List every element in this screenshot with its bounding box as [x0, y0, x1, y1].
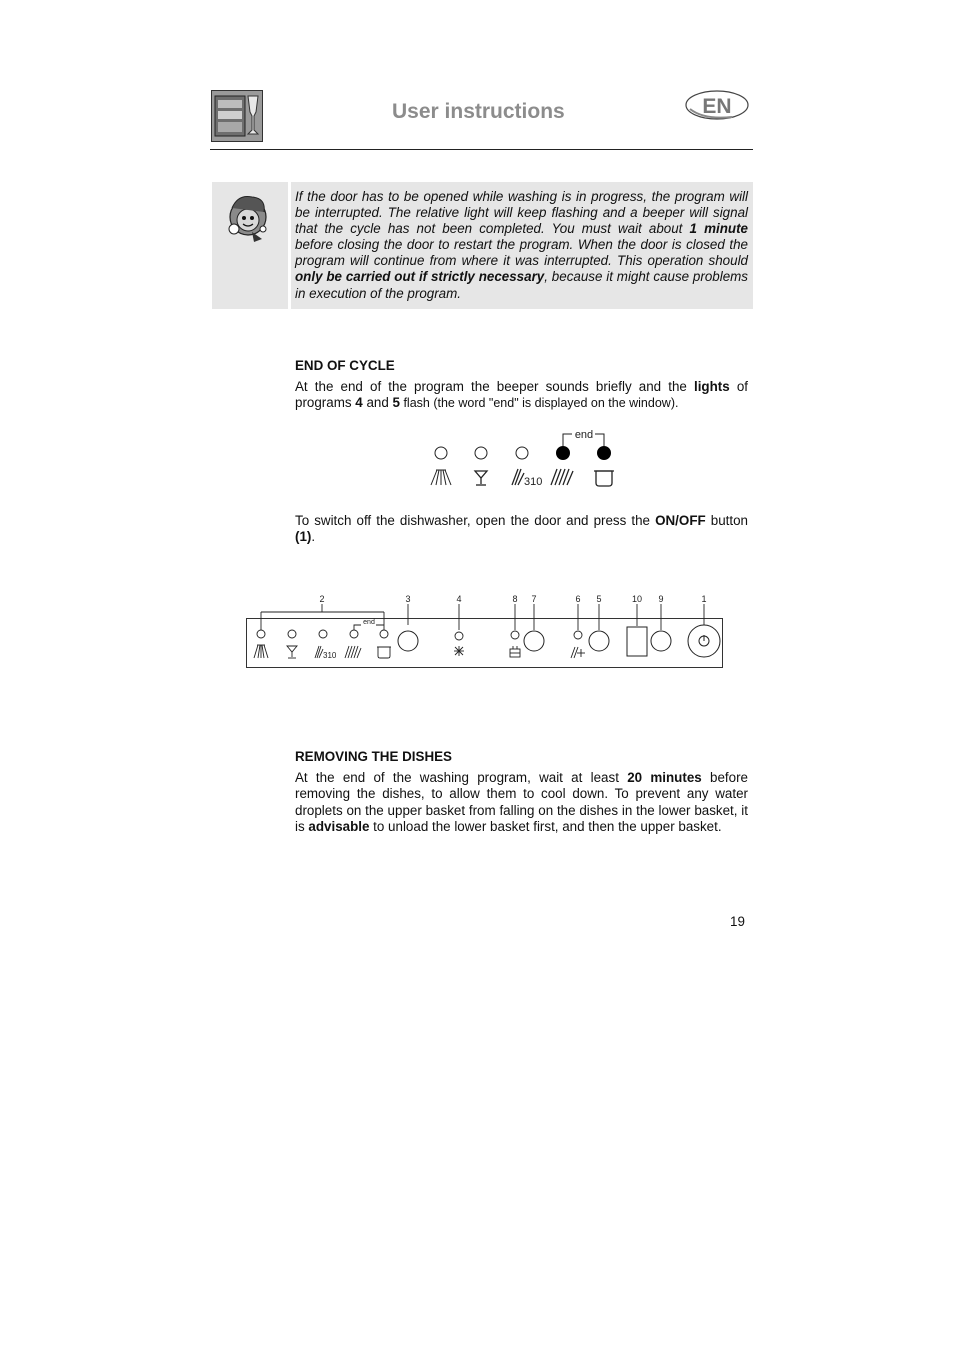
note-text-1: If the door has to be opened while washing is in progress, the program will be interrupted. The relative light will keep flashing and a beeper will signal that the cycle has not been completed. You must wait about: [295, 189, 748, 237]
eco-program-icon: [512, 469, 542, 488]
end-of-cycle-paragraph: [295, 379, 748, 412]
end-label: end: [574, 429, 594, 441]
program-light-4-lit: [557, 447, 570, 460]
panel-light-glass: [288, 630, 296, 638]
removing-dishes-paragraph: [295, 770, 748, 835]
text: .: [311, 529, 316, 545]
panel-label-1: 1: [701, 594, 707, 604]
page-title: User instructions: [392, 100, 565, 123]
emphasis-button-1: (1): [295, 529, 312, 545]
emphasis-program-5: 5: [392, 395, 400, 411]
display-window: [627, 627, 647, 656]
text: At the end of the washing program, wait at least: [295, 770, 628, 785]
pot-program-icon: [594, 471, 614, 486]
panel-light-prewash: [257, 630, 265, 638]
panel-end-label: end: [363, 619, 375, 626]
panel-light-8: [511, 631, 519, 639]
end-of-cycle-heading: END OF CYCLE: [295, 358, 395, 373]
note-emphasis-wait: 1 minute: [689, 221, 748, 237]
program-light-1: [435, 447, 447, 459]
header-divider: [210, 149, 753, 150]
emphasis-program-4: 4: [355, 395, 363, 411]
panel-label-4: 4: [456, 594, 462, 604]
note-icon-panel: [212, 182, 288, 309]
emphasis-onoff: ON/OFF: [655, 513, 706, 528]
prewash-shower-icon: [431, 470, 451, 485]
warning-note: [295, 189, 748, 302]
text: to unload the lower basket first, and then the upper basket.: [369, 818, 722, 834]
panel-label-5: 5: [596, 594, 602, 604]
note-emphasis-necessary: only be carried out if strictly necessary: [295, 269, 545, 285]
svg-text:310: 310: [323, 651, 337, 660]
note-text-2: before closing the door to restart the program. When the door is closed the program will continue from where it was interrupted. This operation should: [295, 237, 748, 269]
cartoon-character-icon: [212, 182, 288, 309]
delay-button: [651, 631, 671, 651]
dishwasher-logo-icon: [211, 90, 263, 142]
panel-label-3: 3: [405, 594, 411, 604]
panel-label-9: 9: [658, 594, 664, 604]
svg-text:310: 310: [524, 476, 543, 488]
program-light-2: [475, 447, 487, 459]
removing-dishes-heading: REMOVING THE DISHES: [295, 749, 452, 764]
program-select-button: [398, 631, 418, 651]
control-panel-diagram: [244, 590, 726, 670]
language-badge: [684, 89, 750, 121]
text: before removing the dishes, to allow them to cool down. To prevent any water droplets on the upper basket from falling on the dishes in the lower basket, it is: [295, 770, 748, 834]
panel-label-6: 6: [575, 594, 581, 604]
program-light-5-lit: [598, 447, 611, 460]
emphasis-lights: lights: [693, 379, 730, 394]
emphasis-20-minutes: 20 minutes: [627, 770, 702, 785]
panel-label-7: 7: [531, 594, 537, 604]
text: To switch off the dishwasher, open the door and press the: [295, 513, 656, 528]
intensive-program-icon: [551, 469, 573, 485]
extra-button: [589, 631, 609, 651]
program-light-3: [516, 447, 528, 459]
page-number: 19: [730, 914, 745, 929]
half-load-button: [524, 631, 544, 651]
text: flash (the word "end" is displayed on the window).: [399, 396, 679, 411]
panel-label-2: 2: [319, 594, 325, 604]
emphasis-advisable: advisable: [308, 818, 370, 834]
text: of programs: [295, 379, 749, 411]
sparkle-icon: [454, 646, 464, 656]
text: and: [362, 395, 393, 411]
switch-off-paragraph: [295, 513, 748, 546]
panel-label-10: 10: [631, 594, 643, 604]
text: button: [705, 513, 748, 528]
note-text-3: , because it might cause problems in execution of the program.: [295, 269, 748, 301]
panel-light-intensive: [350, 630, 358, 638]
glass-icon: [475, 471, 487, 485]
panel-label-8: 8: [512, 594, 518, 604]
text: At the end of the program the beeper sounds briefly and the: [295, 379, 694, 394]
panel-light-pot: [380, 630, 388, 638]
panel-light-eco: [319, 630, 327, 638]
panel-light-4: [455, 632, 463, 640]
language-label: EN: [702, 95, 732, 118]
program-lights-figure: [424, 425, 620, 493]
panel-light-6: [574, 631, 582, 639]
